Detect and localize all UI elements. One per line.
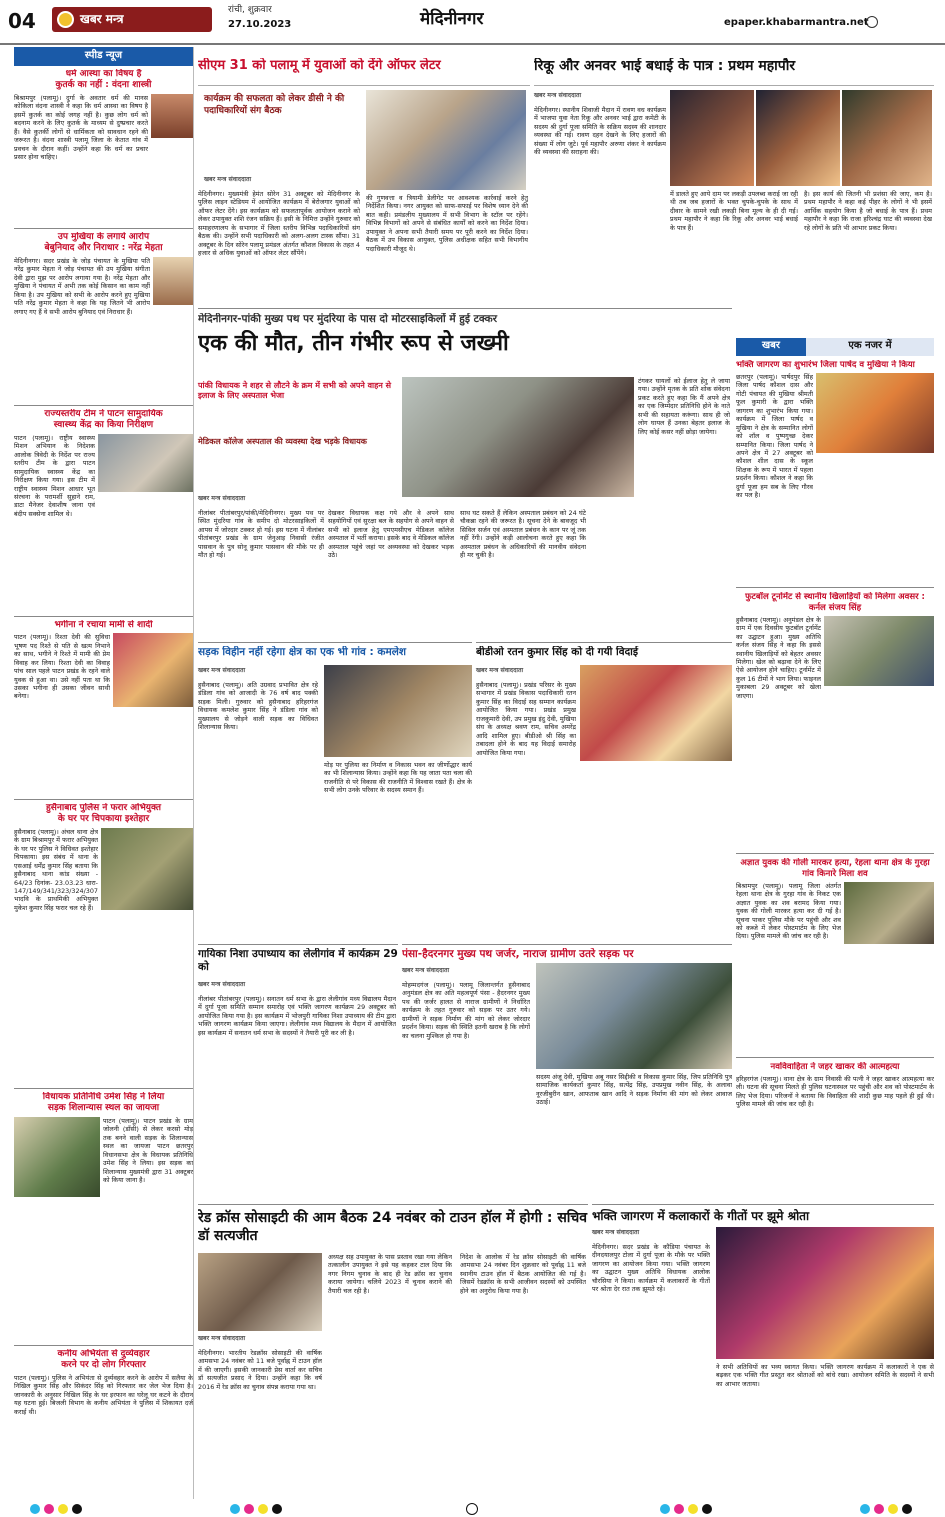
registration-dot <box>272 1504 282 1514</box>
brand-bar <box>52 7 212 32</box>
story-subhead: कार्यक्रम की सफलता को लेकर डीसी ने की पदाधिकारियों संग बैठक <box>204 94 345 116</box>
sidebar-item <box>14 1349 193 1499</box>
bulletin-item-body: हुसैनाबाद (पलामू)। अनुमंडल क्षेत्र के ग्राम में एक दिवसीय फुटबॉल टूर्नामेंट का उद्घाटन हुआ। मुख्य अतिथि कर्नल संजय सिंह ने कहा कि इससे स्थानीय खिलाड़ियों को बेहतर अवसर मिलेगा। खेल को बढ़ावा देने के लिए ऐसे आयोजन होने चाहिए। टूर्नामेंट में कुल 16 टीमों ने भाग लिया। फाइनल मुकाबला 29 अक्टूबर को खेला जाएगा। <box>736 615 821 700</box>
registration-dot <box>44 1504 54 1514</box>
registration-dot <box>660 1504 670 1514</box>
sidebar-item-title: उप मुखिया के लगाये आरोप <box>57 231 150 242</box>
bulletin-item-body: हरिहरगंज (पलामू)। थाना क्षेत्र के ग्राम निवासी की पत्नी ने जहर खाकर आत्महत्या कर ली। घटना की सूचना मिलते ही पुलिस घटनास्थल पर पहुंची और शव को पोस्टमार्टम के लिए भेज दिया। परिजनों ने बताया कि विवाहिता की शादी कुछ माह पहले ही हुई थी। पुलिस मामले की जांच कर रही है। <box>736 1074 934 1109</box>
story-headline: रिकू और अनवर भाई बधाई के पात्र : प्रथम महापौर <box>534 58 934 86</box>
sidebar-item-subtitle: के घर पर चिपकाया इश्तेहार <box>57 814 150 825</box>
story-pullquote: पांकी विधायक ने शहर से लौटने के क्रम में सभी को अपने वाहन से इलाज के लिए अस्पताल भेजा <box>198 381 391 401</box>
bulletin-item-body: बिश्रामपुर (पलामू)। पलामू जिला अंतर्गत रेहला थाना क्षेत्र के गुरहा गांव के निकट एक अज्ञात युवक का शव बरामद किया गया। युवक की गोली मारकर हत्या कर दी गई है। सूचना पाकर पुलिस मौके पर पहुंची और शव को कब्जे में लेकर पोस्टमार्टम के लिए भेज दिया। पुलिस मामले की जांच कर रही है। <box>736 881 841 941</box>
story-body: मोड़ पर पुलिया का निर्माण व निकास भवन का जीर्णोद्धार कार्य का भी शिलान्यास किया। उन्होंने कहा कि यह जाता पता चला की राजनीति से परे विकास की राजनीति में विश्वास रखते हैं। क्षेत्र के सभी लोग उनके परिवार के सदस्य समान हैं। <box>324 761 472 795</box>
registration-dot <box>674 1504 684 1514</box>
sidebar-item-subtitle: करने पर दो लोग गिरफ्तार <box>61 1360 146 1371</box>
story-body: सदस्य अंजू देवी, मुखिया अबू नसर सिद्दीकी व विकास कुमार सिंह, जिप प्रतिनिधि पुत्र सामाजिक कार्यकर्ता कुमार सिंह, सत्येंद्र सिंह, उपप्रमुख नवीन सिंह, के अलावा नूरजीबुरीन खान, आफताब खान आदि ने सड़क निर्माण की मांग को लेकर आवाज उठाई। <box>536 1073 732 1107</box>
sidebar-item <box>14 1092 193 1346</box>
meeting-photo <box>366 90 526 190</box>
sidebar-item <box>14 69 193 229</box>
registration-dot <box>258 1504 268 1514</box>
story-body: निदेश के आलोक में रेड क्रॉस सोसाइटी की वार्षिक आमसभा 24 नवंबर दिन शुक्रवार को पूर्वाह्न 11 बजे स्थानीय टाउन हॉल में बैठक आयोजित की गई है। जिसमें रेडक्रॉस के सभी आजीवन सदस्यों को उपस्थित होने का अनुरोध किया गया है। <box>460 1253 586 1295</box>
brand-logo-icon <box>57 11 74 28</box>
story-headline: गायिका निशा उपाध्याय का लेलीगांव में कार्यक्रम 29 को <box>198 948 398 974</box>
registration-dot <box>902 1504 912 1514</box>
story-kicker: मेदिनीनगर-पांकी मुख्य पथ पर मुंदरिया के पास दो मोटरसाइकिलों में हुई टक्कर <box>198 313 498 325</box>
story-byline: खबर मन्त्र संवाददाता <box>402 967 450 974</box>
story-pullquote-2: मेडिकल कॉलेज अस्पताल की व्यवस्था देख भड़के विधायक <box>198 437 367 446</box>
story-headline: बीडीओ रतन कुमार सिंह को दी गयी विदाई <box>476 646 639 658</box>
story-body: हुसैनाबाद (पलामू)। प्रखंड परिसर के मुख्य सभागार में प्रखंड विकास पदाधिकारी रतन कुमार सिंह का विदाई सह सम्मान कार्यक्रम आयोजित किया गया। प्रखंड प्रमुख राजकुमारी देवी, उप प्रमुख इंदु देवी, मुखिया संघ के अध्यक्ष श्रवण राम, सचिव अमरेंद्र आदि शामिल हुए। बीडीओ श्री सिंह का तबादला होने के बाद यह विदाई समारोह आयोजित किया गया। <box>476 681 576 757</box>
sidebar-item-body: बिश्रामपुर (पलामू)। दुर्गा के अवतार धर्म की मानस कोकिला वंदना शास्त्री ने कहा कि धर्म आस्था का विषय है इसमें कुतर्क का कोई जगह नहीं है। कुछ लोग धर्म को बदनाम करने के लिए कुतर्क के माध्यम से दुष्प्रचार करते हैं। वैसे कुतर्की लोगों से धार्मिकता को सावधान रहने की जरूरत है। वंदना शास्त्री पलामू जिला के केतात गांव में प्रवचन के दौरान कहीं। उन्होंने कहा कि धर्म का प्रचार प्रसार होना चाहिए। <box>14 93 148 161</box>
globe-icon <box>866 16 878 28</box>
story-body: नीलांबर पीतांबरपुर/पांकी/मेदिनीनगर। मुख्य पथ पर स्थित मुंदरिया गांव के समीप दो मोटरसाइकिलों में आपस में जोरदार टक्कर हो गई। इस घटना में नीलांबर पीतांबरपुर प्रखंड के ग्राम जेनुआइ निवासी रंजीत पासवान के पुत्र सोनू कुमार पासवान की मौके पर ही मौत हो गई। <box>198 509 324 560</box>
sidebar-item-subtitle: कुतर्क का नहीं : वंदना शास्त्री <box>55 80 152 91</box>
story-body: हुसैनाबाद (पलामू)। अति उग्रवाद प्रभावित क्षेत्र रहे डंडिला गांव को आजादी के 76 वर्ष बाद पक्की सड़क मिली। गुरुवार को हुसैनाबाद हरिहरगंज विधायक कमलेश कुमार सिंह ने डंडिला गांव को मुख्यालय से जोड़ने वाली सड़क का विधिवत शिलान्यास किया। <box>198 681 318 732</box>
sidebar-item-title: राज्यस्तरीय टीम ने पाटन सामुदायिक <box>44 408 163 419</box>
story-body: अध्यक्ष सह उपायुक्त के पास प्रस्ताव रखा गया लेकिन तत्कालीन उपायुक्त ने इसे यह कहकर टाल दिया कि नगर निगम चुनाव के बाद ही रेड क्रॉस का चुनाव कराया जायेगा। चलिये 2023 में चुनाव कराने की तैयारी चल रही है। <box>328 1253 452 1295</box>
registration-dot <box>230 1504 240 1514</box>
story-byline: खबर मन्त्र संवाददाता <box>534 92 582 99</box>
story-byline: खबर मन्त्र संवाददाता <box>198 667 246 674</box>
registration-dot <box>688 1504 698 1514</box>
story-cm-offer-letter <box>198 58 530 304</box>
story-body: की गुणवत्ता व त्रियामी डेलीगेट पर आवश्यक कार्रवाई करने हेतु निर्देशित किया। नगर आयुक्त को साफ-सफाई पर विशेष ध्यान देने की बात कही। प्रमंडलीय मुख्यालय में सभी विभाग के स्टॉल पर रहेंगे। विभिन्न विभागों को अपने से संबंधित कार्यों को करने का निर्देश दिया। उपायुक्त ने अपना सभी तैयारी समय पर पूरी करने का निर्देश दिया। बैठक में उप विकास आयुक्त, पुलिस अधीक्षक सहित सभी विभागीय पदाधिकारी मौजूद थे। <box>366 194 528 253</box>
brand-name: खबर मन्त्र <box>80 12 124 26</box>
story-byline: खबर मन्त्र संवाददाता <box>592 1229 640 1236</box>
sidebar-item-body: मेदिनीनगर। सदर प्रखंड के जोड़ पंचायत के मुखिया पति नरेंद्र कुमार मेहता ने जोड़ पंचायत की उप मुखिया संगीता देवी द्वारा मुझ पर आरोप लगाया गया है। नरेंद्र मेहता और मुखिया ने पंचायत में अभी तक कोई किसान का काम नहीं किया है। उप मुखिया को सभी के आरोप करने हुए मुखिया पति नरेंद्र कुमार मेहता ने कहा कि यह जितने भी आरोप लगाए गए हैं वे सभी आरोप बुनियाद एवं निराधार हैं। <box>14 256 150 316</box>
registration-dot <box>30 1504 40 1514</box>
section-name: मेदिनीनगर <box>420 9 484 29</box>
football-photo <box>824 616 934 686</box>
header-city: रांची, शुक्रवार <box>228 5 272 15</box>
bulletin-tag: खबर <box>736 338 806 356</box>
sidebar-item <box>14 232 193 406</box>
sidebar-item-title: विधायक प्रतिनिधि उमेश सिंह ने लिया <box>42 1091 165 1102</box>
sidebar-item-title: हुसैनाबाद पुलिस ने फरार अभियुक्त <box>46 802 161 813</box>
jagran-photo <box>816 373 934 453</box>
site-visit-photo <box>14 1117 100 1197</box>
registration-dot <box>874 1504 884 1514</box>
sidebar-item-body: पाटन (पलामू)। पाटन प्रखंड के ग्राम जोलनी (डाँसी) से लेकर करसो मोड़ तक बनने वाली सड़क के शिलान्यास स्थल का जायजा पाटन छतरपुर विधानसभा क्षेत्र के विधायक प्रतिनिधि उमेश सिंह ने लिया। इस सड़क का शिलान्यास मुख्यमंत्री द्वारा 31 अक्टूबर को किया जाना है। <box>103 1116 193 1184</box>
event-photo <box>842 90 932 186</box>
story-body: मेदिनीनगर। स्थानीय शिवाजी मैदान में रावण वध कार्यक्रम में भाजपा युवा नेता रिकू और अनवर भाई द्वारा कमेटी के सदस्य श्री दुर्गा पूजा समिति के सक्रिय सदस्य की शानदार व्यवस्था की गई। रावण दहन देखने के लिए हजारों की संख्या में लोग जुटे। पूर्व महापौर अरुणा शंकर ने कार्यक्रम की व्यवस्था की सराहना की। <box>534 106 666 157</box>
story-nisha-upadhyay <box>198 944 398 1176</box>
story-body: साथ घट सकते हैं लेकिन अस्पताल प्रबंधन को 24 घंटे चौकन्ना रहने की जरूरत है। सूचना देने के बावजूद भी सिविल सर्जन एवं अस्पताल प्रबंधन के कान पर जूं तक नहीं रेंगी। उन्होंने कड़ी आलोचना करते हुए कहा कि अस्पताल प्रबंधन के अधिकारियों की मानवीय संवेदना ही मर चुकी है। <box>460 509 586 560</box>
bulletin-item <box>736 1062 934 1202</box>
sidebar-item-body: पाटन (पलामू)। रिश्ता देवी की सुविधा भूषण पद रिश्ते से पति से खत्म निभाने का साथ, भगीने ने रिश्ते में मामी की प्रेम विवाह कर लिया। रिश्ता देवी का विवाह पांच साल पहले पाटन प्रखंड के रहने वाले युवक से हुआ था। उसे नहीं पता था कि उसका भगीना ही उसका जीवन साथी बनेगा। <box>14 633 110 701</box>
event-photo <box>756 90 840 186</box>
story-red-cross <box>198 1204 588 1500</box>
bulletin-item <box>736 592 934 854</box>
sidebar-item-subtitle: बेबुनियाद और निराधार : नरेंद्र मेहता <box>44 243 163 254</box>
sidebar-item-body: पाटन (पलामू)। पुलिस ने अभियंता से दुर्व्यवहार करने के आरोप में सलैया के निखिल कुमार सिंह और सिकंदर सिंह को गिरफ्तार कर जेल भेज दिया है। जानकारी के अनुसार निखिल सिंह के घर इरफान का घरेलू घर कटने के दौरान यह घटना हुई। बिजली विभाग के कनीय अभियंता ने पुलिस में शिकायत दर्ज कराई थी। <box>14 1373 193 1416</box>
bulletin-item <box>736 360 934 588</box>
portrait-photo <box>153 257 193 305</box>
header-date: 27.10.2023 <box>228 19 292 30</box>
sidebar-item-title: भगीना ने रचाया मामी से शादी <box>54 619 153 630</box>
story-body: मेदिनीनगर। भारतीय रेडक्रॉस सोसाइटी की वार्षिक आमसभा 24 नवंबर को 11 बजे पूर्वाह्न में टाउन हॉल में की जाएगी। इसकी जानकारी प्रेस वार्ता कर सचिव डॉ सत्यजीत प्रसाद ने दिया। उन्होंने कहा कि वर्ष 2016 में रेड क्रॉस का चुनाव संपन्न कराया गया था। <box>198 1349 322 1391</box>
story-body: मोहम्मदगंज (पलामू)। पलामू जिलान्तर्गत हुसैनाबाद अनुमंडल क्षेत्र का अति महत्वपूर्ण पंसा - हैदरनगर मुख्य पथ की जर्जर हालत से नाराज ग्रामीणों ने निर्धारित कार्यक्रम के तहत गुरुवार को सड़क पर उतर गये। ग्रामीणों ने सड़क निर्माण की मांग को लेकर जोरदार प्रदर्शन किया। सड़क की स्थिति इतनी खराब है कि लोगों का चलना मुश्किल हो गया है। <box>402 981 530 1040</box>
bulletin-item-title: नवविवाहिता ने जहर खाकर की आत्महत्या <box>770 1062 900 1072</box>
story-accident <box>198 308 732 638</box>
bulletin-header <box>736 338 934 356</box>
bulletin-item-title: अज्ञात युवक की गोली मारकर हत्या, रेहला थाना क्षेत्र के गुरहा गांव किनारे मिला शव <box>740 858 930 879</box>
sidebar-item <box>14 409 193 617</box>
press-conference-photo <box>198 1253 322 1331</box>
story-body: मेदिनीनगर। सदर प्रखंड के कौडिया पंचायत के दीनदयालपुर टोला में दुर्गा पूजा के मौके पर भक्ति जागरण का आयोजन किया गया। भक्ति जागरण का उद्घाटन मुख्य अतिथि विधायक आलोक चौरसिया ने किया। कार्यक्रम में कलाकारों के गीतों पर श्रोता देर रात तक झूमते रहे। <box>592 1243 710 1294</box>
inauguration-photo <box>324 665 472 757</box>
story-road-kamlesh <box>198 642 472 940</box>
page-number: 04 <box>8 9 36 33</box>
story-body: ने सभी अतिथियों का भव्य स्वागत किया। भक्ति जागरण कार्यक्रम में कलाकारों ने एक से बढ़कर एक भक्ति गीत प्रस्तुत कर श्रोताओं को बांधे रखा। आयोजन समिति के सदस्यों ने सभी का आभार जताया। <box>716 1363 934 1388</box>
sidebar-item <box>14 803 193 1089</box>
sidebar-item-body: हुसैनाबाद (पलामू)। अंचल थाना क्षेत्र के ग्राम बिश्रामपुर में फरार अभियुक्त के घर पर पुलिस ने विधिवत इश्तेहार चिपकाया। इस संबंध में थाना के एसआई धर्मेंद्र कुमार सिंह बताया कि हुसैनाबाद थाना कांड संख्या - 64/23 दिनांक- 23.03.23 धारा- 147/149/341/323/324/307 भादवि के प्राथमिकी अभियुक्त मुकेश कुमार सिंह फरार चल रहे हैं। <box>14 827 98 912</box>
sidebar-item-title: कनीय अभियंता से दुर्व्यवहार <box>57 1348 150 1359</box>
hospital-photo <box>98 434 193 492</box>
site-url[interactable]: epaper.khabarmantra.net <box>724 17 869 28</box>
sidebar-tag: स्पीड न्यूज <box>14 47 193 66</box>
bulletin-item-body: छतरपुर (पलामू)। पार्षदपुर सिंह जिला पार्षद कौशल दास और गोटी पंचायत की मुखिया श्रीमती फूल कुमारी के द्वारा भक्ति जागरण का शुभारंभ किया गया। कार्यक्रम में जिला पार्षद व मुखिया ने क्षेत्र के सम्मानित लोगों को शॉल व पुष्पगुच्छ देकर सम्मानित किया। जिला पार्षद ने अपने क्षेत्र में 27 अक्टूबर को कौशल शील दास के स्कूल शिक्षक के रूप में भारत में पहला प्रदर्शन किया। कौशल ने कहा कि दुर्गा पूजा हम सब के लिए गौरव का पल है। <box>736 372 813 500</box>
bulletin-title: एक नजर में <box>806 338 934 356</box>
sidebar-item-subtitle: सड़क शिलान्यास स्थल का जायजा <box>47 1103 160 1114</box>
crime-photo <box>844 882 934 944</box>
registration-dot <box>72 1504 82 1514</box>
sidebar-item <box>14 620 193 800</box>
accident-photo <box>402 377 634 497</box>
footer-registration-bar <box>0 1502 945 1517</box>
registration-dot <box>888 1504 898 1514</box>
registration-dot <box>702 1504 712 1514</box>
bulletin-item-title: फुटबॉल टूर्नामेंट से स्थानीय खिलाड़ियों को मिलेगा अवसर : कर्नल संजय सिंह <box>745 592 925 613</box>
story-byline: खबर मन्त्र संवाददाता <box>204 176 252 183</box>
story-body: टंगकर घायलों को ईलाज हेतु ले जाया गया। उन्होंने मृतक के प्रति शोक संवेदना प्रकट करते हुए कहा कि मैं अपने क्षेत्र का एक जिम्मेदार प्रतिनिधि होने के नाते सभी की सहायता करूंगा। साथ ही जो लोग घायल हैं उनका बेहतर इलाज के लिए कोई कसर नहीं छोड़ा जायेगा। <box>638 377 730 436</box>
story-headline: सड़क विहीन नहीं रहेगा क्षेत्र का एक भी गांव : कमलेश <box>198 646 406 658</box>
registration-dot <box>244 1504 254 1514</box>
crosshair-icon <box>466 1503 478 1515</box>
singers-photo <box>716 1227 934 1359</box>
story-byline: खबर मन्त्र संवाददाता <box>476 667 524 674</box>
story-body: मेदिनीनगर। मुख्यमंत्री हेमंत सोरेन 31 अक्टूबर को मेदिनीनगर के पुलिस लाइन स्टेडियम में आयोजित कार्यक्रम में बेरोजगार युवाओं को ऑफर लेटर देंगे। इस कार्यक्रम को सफलतापूर्वक आयोजन कराने को लेकर उपायुक्त शशि रंजन सक्रिय हैं। इसी के निमित्त उन्होंने गुरुवार को समाहरणालय के सभागार में जिला स्तरीय विभिन्न पदाधिकारियों संग बैठक की। उन्होंने सभी पदाधिकारी को अलग-अलग टास्क सौंपा। 31 अक्टूबर के दिन सोरेन पलामू प्रमंडल अंतर्गत कौशल विकास के तहत 4 हजार से अधिक युवाओं को ऑफर लेटर सौंपेंगे। <box>198 190 360 258</box>
story-bdo-farewell <box>476 642 732 940</box>
sidebar-item-subtitle: स्वास्थ्य केंद्र का किया निरीक्षण <box>53 420 154 431</box>
farewell-photo <box>580 665 732 761</box>
story-byline: खबर मन्त्र संवाददाता <box>198 495 246 502</box>
sidebar-item-title: धर्म आस्था का विषय है <box>65 68 142 79</box>
bulletin-ek-nazar <box>736 338 934 1200</box>
bulletin-item <box>736 858 934 1058</box>
story-headline: सीएम 31 को पलामू में युवाओं को देंगे ऑफर लेटर <box>198 58 530 86</box>
story-headline: भक्ति जागरण में कलाकारों के गीतों पर झूमे श्रोता <box>592 1209 810 1223</box>
bulletin-item-title: भक्ति जागरण का शुभारंभ जिला पार्षद व मुखिया ने किया <box>736 360 915 370</box>
sidebar-item-body: पाटन (पलामू)। राष्ट्रीय स्वास्थ्य मिशन अभियान के निदेशक आलोक त्रिवेदी के निर्देश पर राज्य स्तरीय टीम के द्वारा पाटन सामुदायिक स्वास्थ्य केंद्र का निरीक्षण किया गया। इस टीम में राष्ट्रीय स्वास्थ्य मिशन आधार भूत संरचना के परामर्शी सुहाने राम, डाटा मैनेजर देवाशीष जाना एवं बंदीप सक्सेना शामिल थे। <box>14 433 95 518</box>
registration-dot <box>860 1504 870 1514</box>
event-photo <box>670 90 754 186</box>
story-byline: खबर मन्त्र संवाददाता <box>198 1335 246 1342</box>
wedding-photo <box>113 633 193 707</box>
story-headline: रेड क्रॉस सोसाइटी की आम बैठक 24 नवंबर को टाउन हॉल में होगी : सचिव डॉ सत्यजीत <box>198 1210 588 1245</box>
story-bhakti-jagran <box>592 1204 934 1500</box>
story-body: है। इस कार्य की जितनी भी प्रशंसा की जाए, कम है। प्रथम महापौर ने कहा कई पीहर के लोगों ने भी इसमें आर्थिक सहयोग किया है जो बधाई के पात्र हैं। प्रथम महापौर ने कहा कि राजा हरिश्चंद्र घाट की व्यवस्था देख रहे लोगों के प्रति भी आभार प्रकट किया। <box>804 190 932 232</box>
story-headline: एक की मौत, तीन गंभीर रूप से जख्मी <box>198 331 509 357</box>
story-body: देखकर विधायक कक्ष गये और वे अपने साथ सहयोगियों एवं सुरक्षा बल के सहयोग से अपने वाहन से सभी को इलाज हेतु एमएमसीएच मेडिकल कॉलेज अस्पताल में भर्ती कराया। इसके बाद वे मेडिकल कॉलेज अस्पताल पहुंचे जहां पर अव्यवस्था को देखकर भड़क उठे। <box>328 509 454 560</box>
masthead <box>0 0 945 45</box>
sidebar-speed-news <box>14 47 194 1499</box>
story-body: में डालते हुए आये दाम पर लकड़ी उपलब्ध कराई जा रही थी तब जब हजारों के भक्त चुपके-चुपके के साथ में दीवार के सामने रखी लकड़ी बिना मूल्य के ही दी गई। प्रथम महापौर ने कहा कि रिकू और अनवर भाई बधाई के पात्र हैं। <box>670 190 798 232</box>
registration-dot <box>58 1504 68 1514</box>
story-riku-anwar <box>534 58 934 304</box>
story-byline: खबर मन्त्र संवाददाता <box>198 981 246 988</box>
police-photo <box>101 828 193 910</box>
story-headline: पंसा-हैदरनगर मुख्य पथ जर्जर, नाराज ग्रामीण उतरे सड़क पर <box>402 948 634 960</box>
story-body: नीलांबर पीतांबरपुर (पलामू)। सनातन धर्म सभा के द्वारा लेलीगांव मध्य विद्यालय मैदान में दुर्गा पूजा समिति सम्मान समारोह एवं भक्ति जागरण कार्यक्रम 29 अक्टूबर को आयोजित किया गया है। इस कार्यक्रम में भोजपुरी गायिका निशा उपाध्याय की टीम द्वारा भक्ति जागरण कार्यक्रम किया जाएगा। लेलीगांव मध्य विद्यालय के मैदान में आयोजित इस कार्यक्रम में सनातन धर्म सभा के सदस्यों ने तैयारी पूरी कर ली है। <box>198 995 396 1037</box>
story-pansa-road <box>402 944 732 1176</box>
portrait-photo <box>151 94 193 138</box>
protest-photo <box>536 963 732 1069</box>
